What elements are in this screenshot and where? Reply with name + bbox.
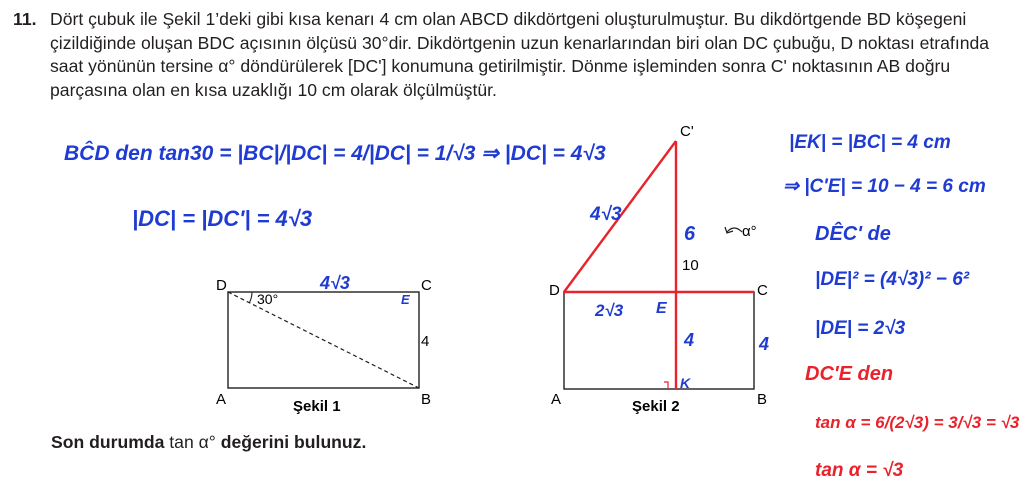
hw-line2: |DC| = |DC'| = 4√3 xyxy=(132,206,313,231)
side-4: 4 xyxy=(421,333,430,350)
figure-1 xyxy=(216,277,432,415)
prompt-middle: tan α° xyxy=(164,432,221,452)
angle-30: 30° xyxy=(257,291,279,307)
hw-red-r2: tan α = 6/(2√3) = 3/√3 = √3 xyxy=(815,413,1020,432)
label-b-2: B xyxy=(757,391,768,408)
red-handwriting xyxy=(805,363,1020,481)
caption-figure-2: Şekil 2 xyxy=(632,398,680,415)
hw-r3: DÊC' de xyxy=(815,223,891,245)
prompt-bold-2: değerini bulunuz. xyxy=(220,432,367,452)
hw-r4: |DE|² = (4√3)² − 6² xyxy=(815,269,970,290)
right-angle-mark xyxy=(664,382,668,389)
hw-fig1-e: E xyxy=(401,292,410,307)
hw-line1: BĈD den tan30 = |BC|/|DC| = 4/|DC| = 1/√3 ⇒ |DC| = 4√3 xyxy=(64,142,606,165)
label-c: C xyxy=(421,277,432,294)
hw-red-r3: tan α = √3 xyxy=(815,460,904,481)
caption-figure-1: Şekil 1 xyxy=(293,398,341,415)
label-d-2: D xyxy=(549,282,560,299)
label-c-2: C xyxy=(757,282,768,299)
hw-fig2-de: 2√3 xyxy=(595,301,624,320)
label-a: A xyxy=(216,391,227,408)
hw-fig1-top: 4√3 xyxy=(320,273,350,293)
label-a-2: A xyxy=(551,391,562,408)
rotation-arrow xyxy=(727,228,742,232)
hw-fig2-six: 6 xyxy=(684,223,696,245)
label-d: D xyxy=(216,277,227,294)
hw-red-r1: DC'E den xyxy=(805,363,894,385)
hw-fig2-four-right: 4 xyxy=(759,334,770,354)
hw-r1: |EK| = |BC| = 4 cm xyxy=(789,132,951,153)
hw-fig2-k: K xyxy=(680,375,691,391)
label-c-prime: C' xyxy=(680,123,694,140)
hw-r2: ⇒ |C'E| = 10 − 4 = 6 cm xyxy=(783,176,986,197)
question-prompt xyxy=(51,432,366,453)
hw-fig2-e: E xyxy=(656,300,667,317)
angle-arc xyxy=(250,292,253,303)
hw-fig2-four: 4 xyxy=(684,330,695,350)
question-number: 11. xyxy=(13,9,37,29)
prompt-bold-1: Son durumda xyxy=(51,432,165,452)
hw-r5: |DE| = 2√3 xyxy=(815,318,906,339)
rotation-alpha: α° xyxy=(742,223,757,240)
hw-fig2-hyp: 4√3 xyxy=(590,204,622,225)
question-text: Dört çubuk ile Şekil 1’deki gibi kısa kenarı 4 cm olan ABCD dikdörtgeni oluşturulmuştur. Bu dikdörtgende BD köşegeni çizildiğinde oluşan BDC açısının ölçüsü 30°dir. Dikdörtgenin uzun kenarlarından biri olan DC çubuğu, D noktası etrafında saat yönünün tersine α° döndürülerek [DC'] konumuna getirilmiştir. Dönme işleminden sonra C' noktasının AB doğru parçasına olan en kısa uzaklığı 10 cm olarak ölçülmüştür. xyxy=(50,9,990,100)
blue-handwriting xyxy=(64,132,986,391)
label-b: B xyxy=(421,391,432,408)
figure-2 xyxy=(549,123,768,415)
distance-10: 10 xyxy=(682,257,699,274)
